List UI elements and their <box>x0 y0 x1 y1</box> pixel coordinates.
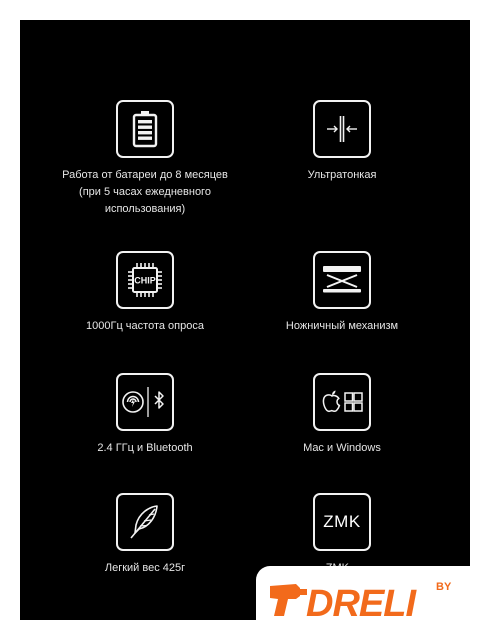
feature-label: 2.4 ГГц и Bluetooth <box>97 442 193 454</box>
feather-icon <box>116 493 174 551</box>
chip-icon <box>116 251 174 309</box>
battery-icon <box>116 100 174 158</box>
feature-label: 1000Гц частота опроса <box>86 320 204 332</box>
watermark-text: DRELI <box>306 583 415 625</box>
feature-panel <box>20 20 470 620</box>
feature-label: Ультратонкая <box>307 169 377 181</box>
apple-windows-icon <box>313 373 371 431</box>
feature-label: Легкий вес 425г <box>104 562 186 574</box>
zmk-icon-text: ZMK <box>323 512 361 531</box>
watermark-suffix: BY <box>436 581 452 593</box>
feature-label: Ножничный механизм <box>285 320 399 332</box>
scissor-mechanism-icon <box>313 251 371 309</box>
chip-icon-text: CHIP <box>134 275 156 286</box>
ultrathin-icon <box>313 100 371 158</box>
dreli-watermark-logo <box>256 566 476 630</box>
zmk-icon <box>313 493 371 551</box>
feature-label: Mac и Windows <box>303 442 381 454</box>
feature-label: Работа от батареи до 8 месяцев (при 5 часах ежедневного использования) <box>62 169 228 215</box>
wireless-bluetooth-icon <box>116 373 174 431</box>
